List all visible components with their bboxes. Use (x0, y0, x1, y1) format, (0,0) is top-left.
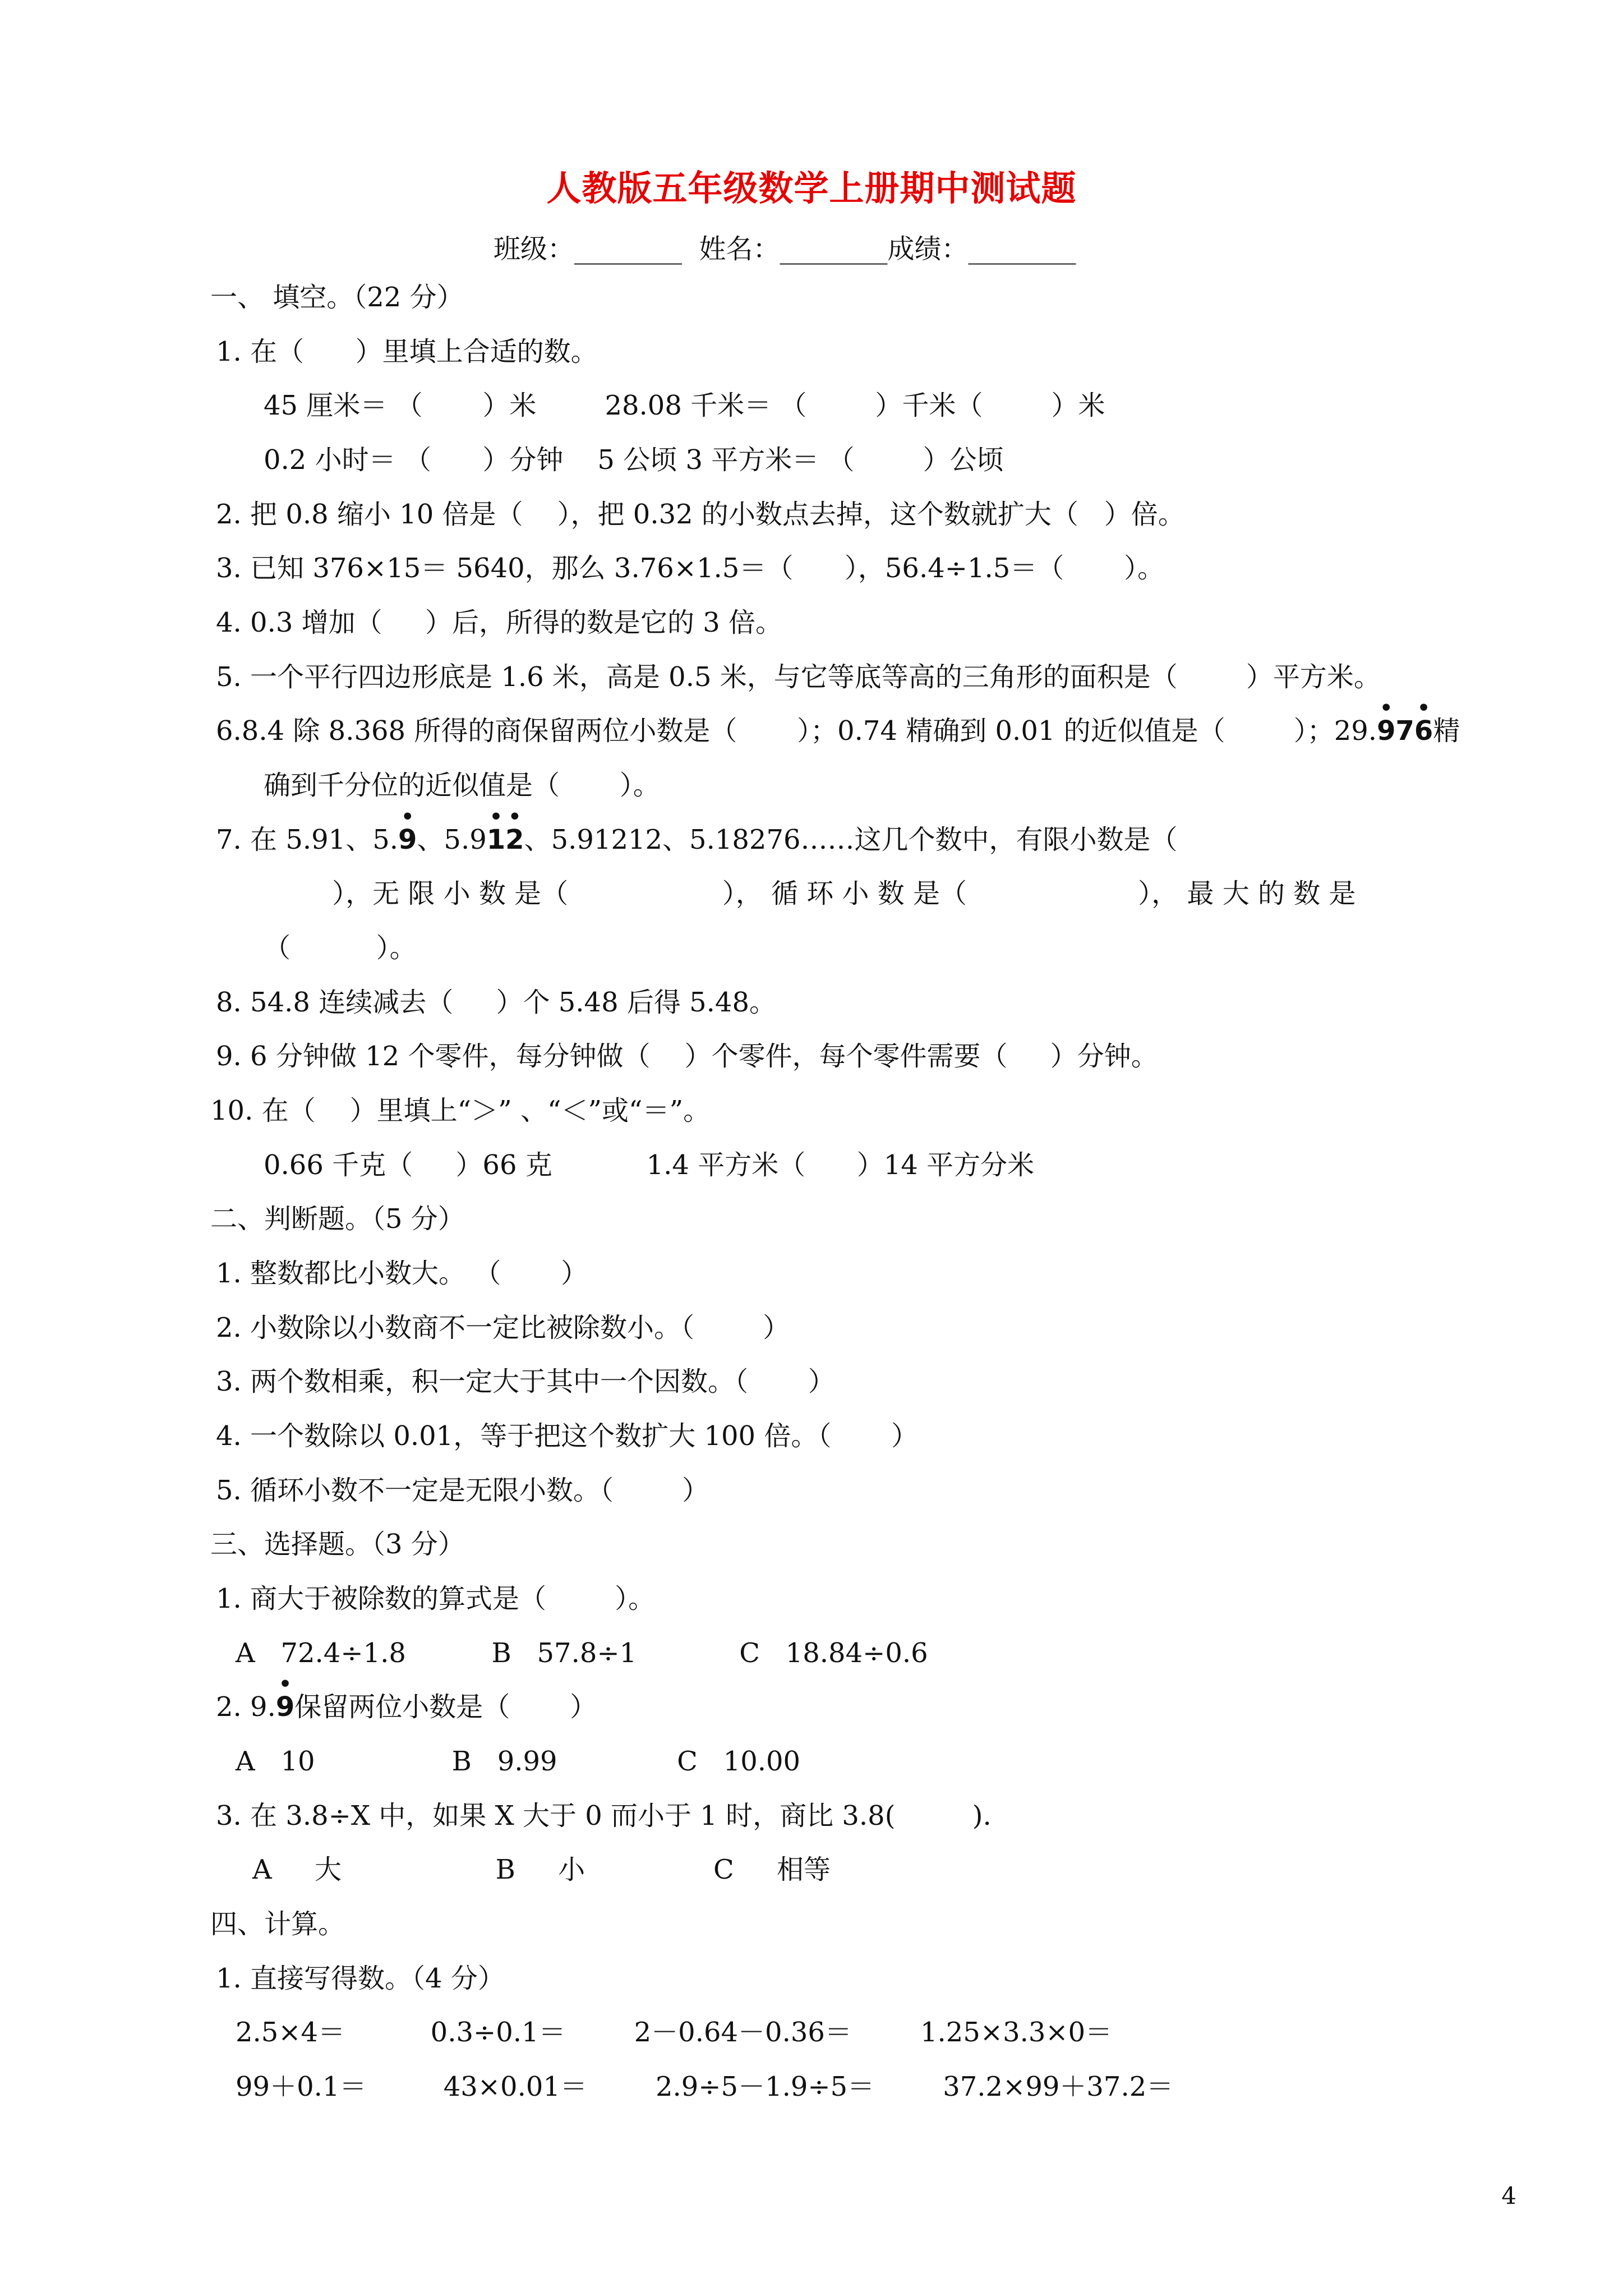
student-info-line: 班级：________ 姓名：________成绩：________ (494, 233, 1076, 265)
s4-q1: 1. 直接写得数。（4 分） (216, 1963, 505, 1994)
s1-q6a-text: 6.8.4 除 8.368 所得的商保留两位小数是（ ）；0.74 精确到 0.01 的近似值是（ ）；29. (216, 715, 1377, 747)
section-1-title: 一、 填空。（22 分） (210, 282, 464, 313)
page-title: 人教版五年级数学上册期中测试题 (546, 168, 1077, 209)
s1-q7a (216, 823, 1178, 857)
s2-q4: 4. 一个数除以 0.01，等于把这个数扩大 100 倍。（ ） (216, 1420, 919, 1452)
s1-q4: 4. 0.3 增加（ ）后，所得的数是它的 3 倍。 (216, 607, 782, 638)
s1-q5: 5. 一个平行四边形底是 1.6 米，高是 0.5 米，与它等底等高的三角形的面积是（ ）平方米。 (216, 661, 1381, 693)
repeating-digit: • 9 (398, 823, 417, 857)
s4-calc-row-1: 2.5×4＝ 0.3÷0.1＝ 2－0.64－0.36＝ 1.25×3.3×0＝ (236, 2017, 1113, 2048)
s1-q8: 8. 54.8 连续减去（ ）个 5.48 后得 5.48。 (216, 987, 777, 1018)
s3-q3-options: A 大 B 小 C 相等 (252, 1854, 831, 1885)
s1-q6b: 确到千分位的近似值是（ ）。 (264, 770, 660, 801)
s1-q7c: （ ）。 (264, 932, 417, 964)
s1-q1b: 0.2 小时＝ （ ）分钟 5 公顷 3 平方米＝ （ ）公顷 (264, 444, 1004, 476)
s1-q7a-part2: 、5.9 (417, 824, 487, 855)
s3-q3: 3. 在 3.8÷X 中，如果 X 大于 0 而小于 1 时，商比 3.8( ). (216, 1800, 992, 1832)
s1-q2: 2. 把 0.8 缩小 10 倍是（ ），把 0.32 的小数点去掉，这个数就扩大（ ）倍。 (216, 499, 1185, 530)
s1-q7a-part1: 7. 在 5.91、5. (216, 824, 398, 855)
s3-q2-pre: 2. 9. (216, 1691, 276, 1723)
repeating-digit: • 1 (487, 823, 505, 857)
s1-q9: 9. 6 分钟做 12 个零件，每分钟做（ ）个零件，每个零件需要（ ）分钟。 (216, 1041, 1158, 1072)
s2-q3: 3. 两个数相乘，积一定大于其中一个因数。（ ） (216, 1366, 835, 1397)
s1-q3: 3. 已知 376×15＝ 5640，那么 3.76×1.5＝（ ），56.4÷1.5＝（ ）。 (216, 553, 1165, 584)
repeating-digit: • 9 (1377, 714, 1395, 748)
s3-q2-post: 保留两位小数是（ ） (294, 1691, 597, 1723)
s3-q1-options: A 72.4÷1.8 B 57.8÷1 C 18.84÷0.6 (236, 1637, 928, 1669)
s4-calc-row-2: 99＋0.1＝ 43×0.01＝ 2.9÷5－1.9÷5＝ 37.2×99＋37.2＝ (236, 2071, 1174, 2102)
s1-q1: 1. 在（ ）里填上合适的数。 (216, 336, 598, 367)
page-number: 4 (1501, 2182, 1516, 2210)
digit: 7 (1395, 715, 1414, 747)
repeating-digit: • 6 (1414, 714, 1433, 748)
s1-q10: 10. 在（ ）里填上“＞” 、“＜”或“＝”。 (210, 1095, 711, 1126)
s3-q2 (216, 1690, 597, 1724)
s1-q6a-end: 精 (1433, 715, 1460, 747)
s3-q2-options: A 10 B 9.99 C 10.00 (236, 1746, 801, 1777)
s1-q7b: ），无 限 小 数 是（ ）， 循 环 小 数 是（ ）， 最 大 的 数 是 (264, 878, 1356, 909)
repeating-digit: • 9 (276, 1690, 294, 1724)
s2-q5: 5. 循环小数不一定是无限小数。（ ） (216, 1475, 709, 1506)
s1-q6a (216, 714, 1460, 748)
s1-q7a-part3: 、5.91212、5.18276……这几个数中，有限小数是（ (524, 824, 1178, 855)
s2-q1: 1. 整数都比小数大。 （ ） (216, 1258, 588, 1289)
s2-q2: 2. 小数除以小数商不一定比被除数小。（ ） (216, 1312, 790, 1343)
s1-q10a: 0.66 千克（ ）66 克 1.4 平方米（ ）14 平方分米 (264, 1149, 1035, 1181)
s3-q1: 1. 商大于被除数的算式是（ ）。 (216, 1583, 656, 1614)
s1-q1a: 45 厘米＝ （ ）米 28.08 千米＝ （ ）千米（ ）米 (264, 390, 1105, 421)
section-4-title: 四、计算。 (210, 1908, 345, 1940)
section-2-title: 二、判断题。（5 分） (210, 1203, 465, 1235)
section-3-title: 三、选择题。（3 分） (210, 1529, 465, 1560)
repeating-digit: • 2 (505, 823, 524, 857)
